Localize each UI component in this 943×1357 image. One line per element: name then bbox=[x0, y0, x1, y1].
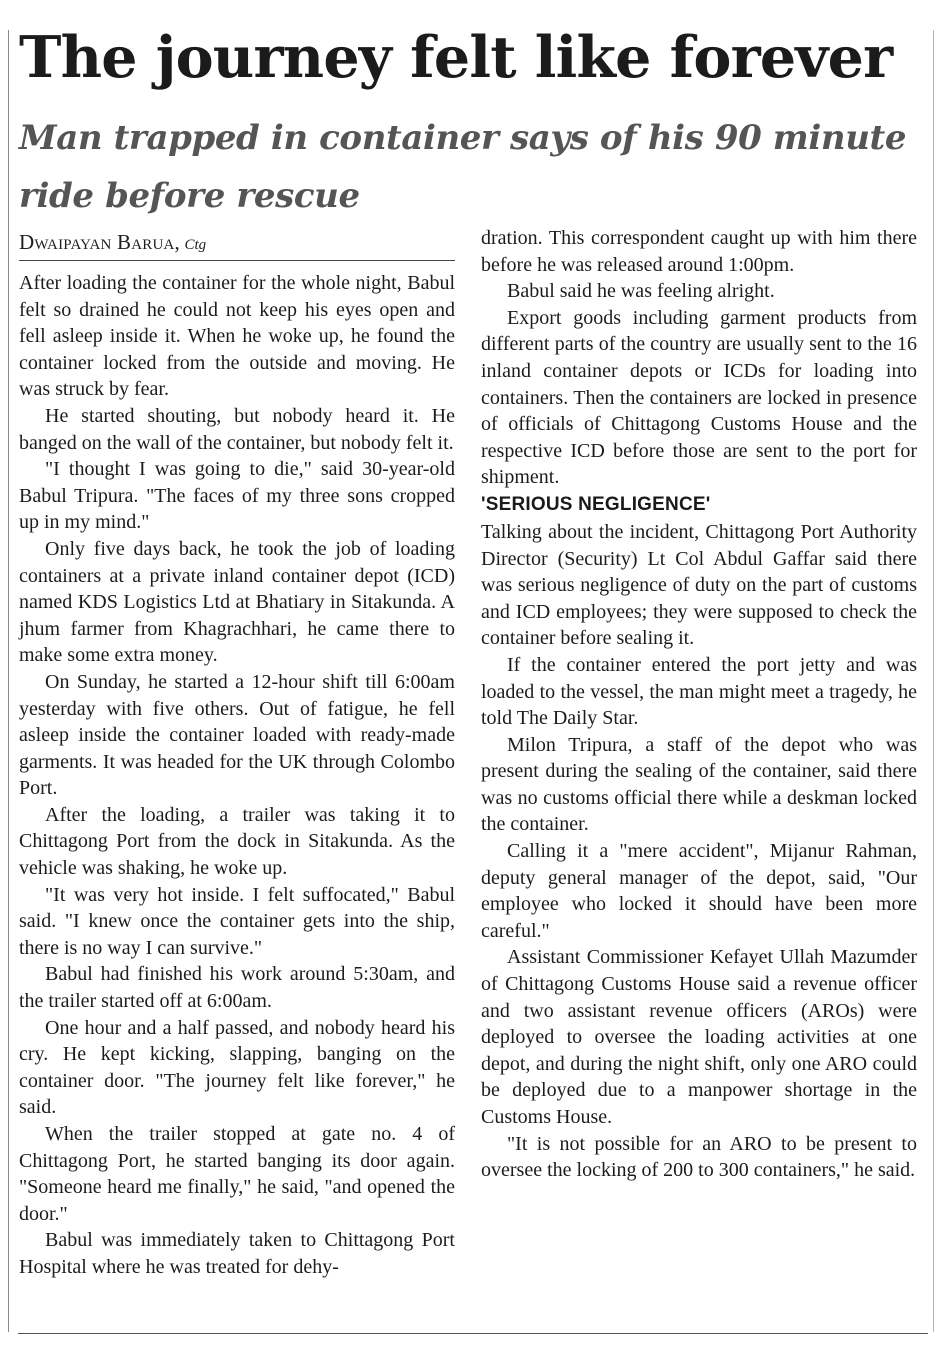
byline-rule bbox=[19, 260, 455, 261]
left-column-rule bbox=[8, 30, 9, 1332]
article-column-2 bbox=[481, 225, 917, 1184]
paragraph: Assistant Commissioner Kefayet Ullah Mazumder of Chittagong Customs House said a revenue officer and two assistant revenue officers (AROs) were deployed to oversee the loading activities at one depot, and during the night shift, only one ARO could be deployed due to a manpower shortage in the Customs House. bbox=[481, 946, 917, 1128]
article-column-1 bbox=[19, 270, 455, 1281]
deck-subheadline: Man trapped in container says of his 90 minute ride before rescue bbox=[19, 118, 907, 216]
paragraph: If the container entered the port jetty and was loaded to the vessel, the man might meet a tragedy, he told The Daily Star. bbox=[481, 653, 917, 730]
paragraph: Milon Tripura, a staff of the depot who was present during the sealing of the container, said there was no customs official there while a deskman locked the container. bbox=[481, 733, 917, 836]
paragraph: Talking about the incident, Chittagong Port Authority Director (Security) Lt Col Abdul Gaffar said there was serious negligence of duty on the part of customs and ICD employees; they were supposed to check the container before sealing it. bbox=[481, 520, 917, 650]
byline bbox=[19, 230, 459, 257]
paragraph: He started shouting, but nobody heard it. He banged on the wall of the container, but nobody felt it. bbox=[19, 404, 455, 454]
paragraph: Export goods including garment products from different parts of the country are usually sent to the 16 inland container depots or ICDs for loading into containers. Then the containers are locked in presence of officials of Chittagong Customs House and the respective ICD before those are sent to the port for shipment. bbox=[481, 306, 917, 489]
paragraph: "I thought I was going to die," said 30-year-old Babul Tripura. "The faces of my three sons cropped up in my mind." bbox=[19, 458, 455, 534]
paragraph: Only five days back, he took the job of loading containers at a private inland container depot (ICD) named KDS Logistics Ltd at Bhatiary in Sitakunda. A jhum farmer from Khagrachhari, he came there to make some extra money. bbox=[19, 537, 455, 667]
section-subhead: 'SERIOUS NEGLIGENCE' bbox=[481, 493, 711, 515]
bottom-rule bbox=[18, 1333, 928, 1334]
paragraph: When the trailer stopped at gate no. 4 of Chittagong Port, he started banging its door again. "Someone heard me finally," he said, "and opened the door." bbox=[19, 1123, 455, 1225]
paragraph: Babul had finished his work around 5:30am, and the trailer started off at 6:00am. bbox=[19, 963, 455, 1013]
paragraph: Babul was immediately taken to Chittagong Port Hospital where he was treated for dehy- bbox=[19, 1229, 455, 1278]
paragraph: One hour and a half passed, and nobody heard his cry. He kept kicking, slapping, banging on the container door. "The journey felt like forever," he said. bbox=[19, 1016, 455, 1119]
byline-place: Ctg bbox=[184, 237, 207, 253]
paragraph: After the loading, a trailer was taking it to Chittagong Port from the dock in Sitakunda. As the vehicle was shaking, he woke up. bbox=[19, 803, 455, 880]
paragraph: Babul said he was feeling alright. bbox=[507, 280, 775, 303]
headline: The journey felt like forever bbox=[19, 24, 893, 91]
paragraph: "It is not possible for an ARO to be present to oversee the locking of 200 to 300 containers," he said. bbox=[481, 1132, 917, 1182]
right-column-rule bbox=[933, 30, 934, 1332]
paragraph: "It was very hot inside. I felt suffocated," Babul said. "I knew once the container gets into the ship, there is no way I can survive." bbox=[19, 883, 455, 959]
paragraph: After loading the container for the whole night, Babul felt so drained he could not keep his eyes open and fell asleep inside it. When he woke up, he found the container locked from the outside and moving. He was struck by fear. bbox=[19, 272, 455, 401]
paragraph: Calling it a "mere accident", Mijanur Rahman, deputy general manager of the depot, said, "Our employee who locked it should have been more careful." bbox=[481, 840, 917, 942]
paragraph: On Sunday, he started a 12-hour shift till 6:00am yesterday with five others. Out of fatigue, he fell asleep inside the container loaded with ready-made garments. It was headed for the UK through Colombo Port. bbox=[19, 670, 455, 800]
paragraph: dration. This correspondent caught up with him there before he was released around 1:00pm. bbox=[481, 227, 917, 276]
byline-author: Dwaipayan Barua, bbox=[19, 230, 180, 254]
